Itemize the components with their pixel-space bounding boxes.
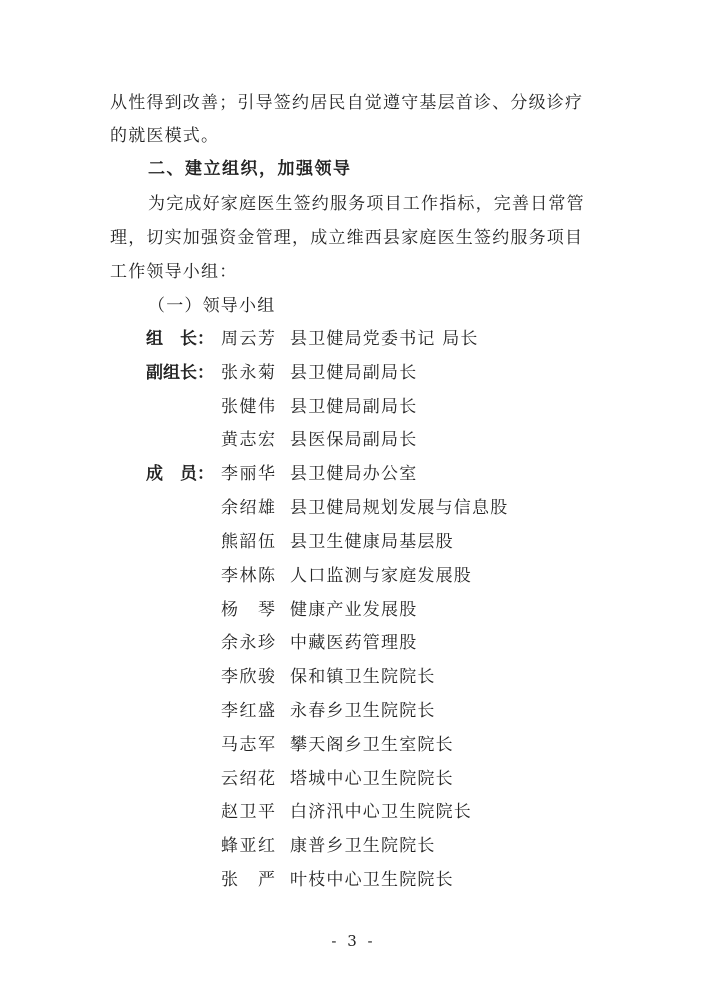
member-name: 马志军: [221, 735, 277, 755]
member-title: 县卫健局办公室: [290, 464, 418, 484]
member-title: 保和镇卫生院院长: [290, 667, 436, 687]
member-title: 人口监测与家庭发展股: [290, 566, 472, 586]
member-name: 杨 琴: [221, 600, 277, 620]
member-name: 张 严: [221, 870, 277, 890]
member-name: 李林陈: [221, 566, 277, 586]
body-paragraph-line-3: 工作领导小组：: [110, 262, 238, 282]
body-paragraph-line-1: 为完成好家庭医生签约服务项目工作指标，完善日常管: [148, 194, 585, 214]
section-heading: 二、建立组织，加强领导: [148, 159, 352, 179]
deputy-title: 县卫健局副局长: [290, 397, 418, 417]
deputy-title: 县医保局副局长: [290, 430, 418, 450]
member-title: 攀天阁乡卫生室院长: [290, 735, 454, 755]
member-role-label: 成 员：: [146, 464, 214, 484]
deputy-name: 张健伟: [221, 397, 277, 417]
deputy-name: 黄志宏: [221, 430, 277, 450]
member-title: 塔城中心卫生院院长: [290, 769, 454, 789]
member-name: 李红盛: [221, 701, 277, 721]
member-title: 永春乡卫生院院长: [290, 701, 436, 721]
member-name: 蜂亚红: [221, 836, 277, 856]
body-paragraph-line-2: 理，切实加强资金管理，成立维西县家庭医生签约服务项目: [110, 228, 584, 248]
leader-role-label: 组 长：: [146, 329, 214, 349]
page-number: - 3 -: [331, 932, 376, 950]
member-name: 李欣骏: [221, 667, 277, 687]
member-name: 熊韶伍: [221, 532, 277, 552]
member-title: 中藏医药管理股: [290, 633, 418, 653]
deputy-role-label: 副组长：: [146, 363, 214, 383]
member-title: 康普乡卫生院院长: [290, 836, 436, 856]
member-title: 白济汛中心卫生院院长: [290, 802, 472, 822]
paragraph-continuation-line-1: 从性得到改善；引导签约居民自觉遵守基层首诊、分级诊疗: [110, 93, 584, 113]
member-title: 叶枝中心卫生院院长: [290, 870, 454, 890]
member-title: 健康产业发展股: [290, 600, 418, 620]
paragraph-continuation-line-2: 的就医模式。: [110, 126, 220, 146]
deputy-name: 张永菊: [221, 363, 277, 383]
member-name: 余永珍: [221, 633, 277, 653]
subsection-heading: （一）领导小组: [148, 296, 276, 316]
member-name: 赵卫平: [221, 802, 277, 822]
member-title: 县卫健局规划发展与信息股: [290, 498, 509, 518]
deputy-title: 县卫健局副局长: [290, 363, 418, 383]
member-name: 云绍花: [221, 769, 277, 789]
leader-title: 县卫健局党委书记 局长: [290, 329, 479, 349]
leader-name: 周云芳: [221, 329, 277, 349]
member-name: 李丽华: [221, 464, 277, 484]
member-title: 县卫生健康局基层股: [290, 532, 454, 552]
member-name: 余绍雄: [221, 498, 277, 518]
